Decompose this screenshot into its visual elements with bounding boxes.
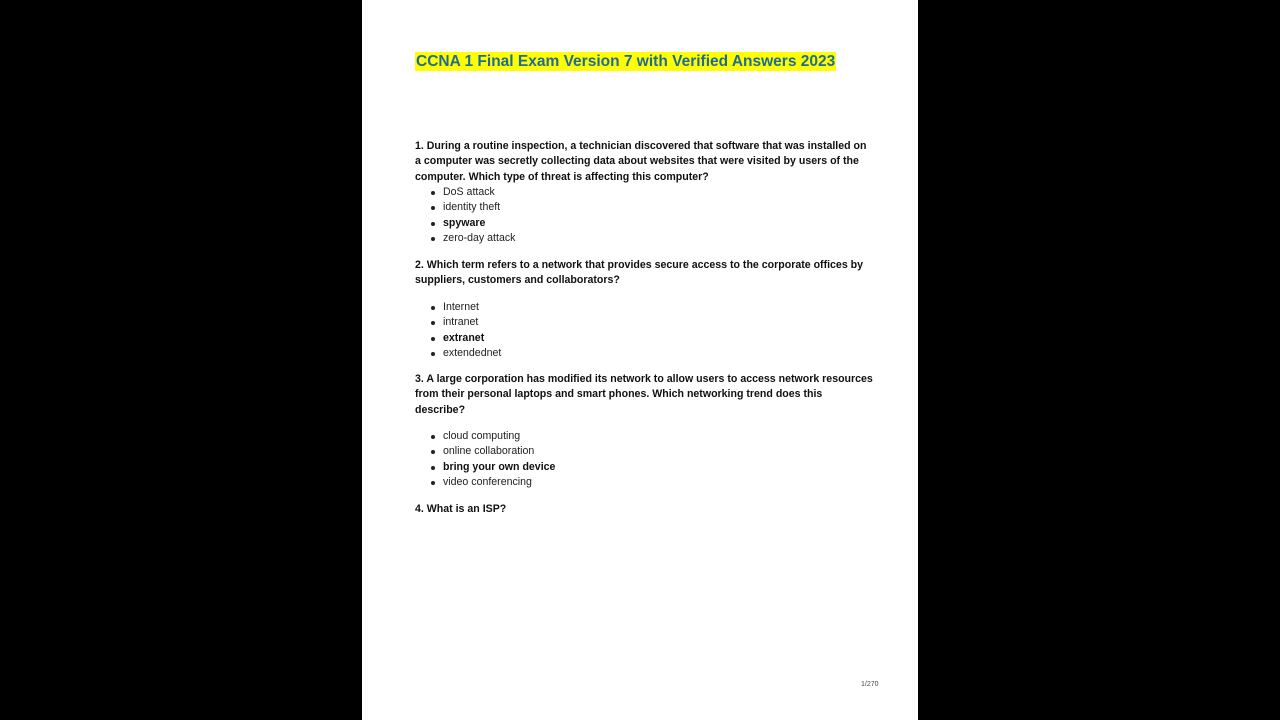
option: identity theft (415, 200, 515, 215)
option-correct-answer: spyware (415, 216, 515, 231)
option: online collaboration (415, 444, 555, 459)
page-number: 1/270 (861, 681, 879, 688)
document-page (362, 0, 918, 720)
question-3-text: 3. A large corporation has modified its network to allow users to access network resources from their personal laptops and smart phones. Which networking trend does this describe? (415, 373, 873, 416)
option: cloud computing (415, 429, 555, 444)
option: DoS attack (415, 185, 515, 200)
question-3-options (415, 429, 555, 491)
question-1-options (415, 185, 515, 247)
option: video conferencing (415, 475, 555, 490)
option: Internet (415, 300, 501, 315)
option: extendednet (415, 346, 501, 361)
option-correct-answer: bring your own device (415, 460, 555, 475)
document-title: CCNA 1 Final Exam Version 7 with Verified Answers 2023 (416, 53, 836, 70)
question-1-text: 1. During a routine inspection, a technician discovered that software that was installed on a computer was secretly collecting data about websites that were visited by users of the computer. Which type of threat is affecting this computer? (415, 140, 867, 183)
option: intranet (415, 315, 501, 330)
question-4-text: 4. What is an ISP? (415, 503, 507, 515)
option-correct-answer: extranet (415, 331, 501, 346)
question-2-options (415, 300, 501, 362)
question-2-text: 2. Which term refers to a network that provides secure access to the corporate offices by suppliers, customers and collaborators? (415, 259, 864, 287)
option: zero-day attack (415, 231, 515, 246)
